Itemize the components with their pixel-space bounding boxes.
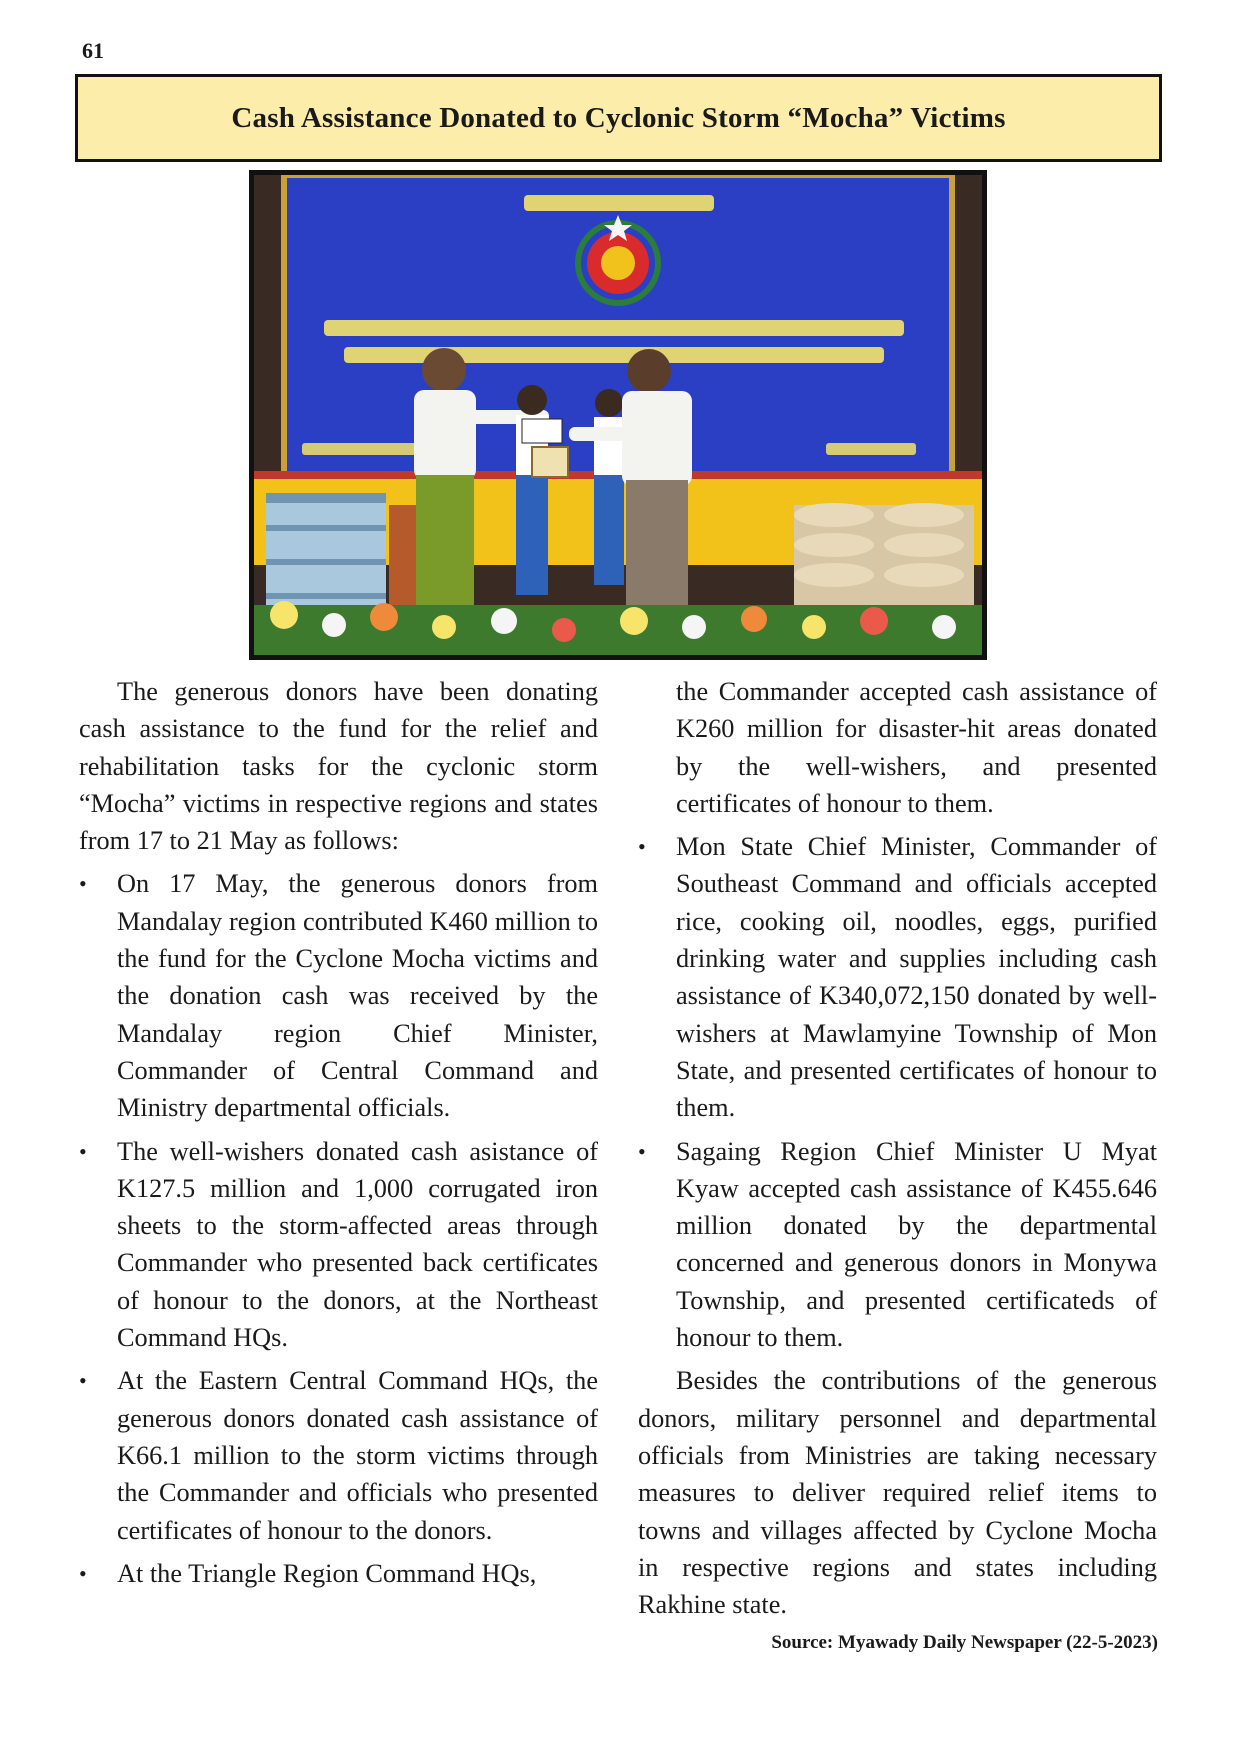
intro-paragraph: The generous donors have been donating cash assistance to the fund for the relief and rehabilitation tasks for the cyclonic storm “Mocha” victims in respective regions and states from 17 to 21 May as follows:	[79, 677, 598, 856]
bullet-list-right	[638, 673, 1157, 1356]
certificate-icon	[522, 419, 562, 443]
bullet-list-left	[79, 865, 598, 1592]
list-item: • On 17 May, the generous donors from Mandalay region contributed K460 million to the fund for the Cyclone Mocha victims and the donation cash was received by the Mandalay region Chief Minister, Commander of Central Command and Ministry departmental officials.	[79, 865, 598, 1126]
closing-paragraph: Besides the contributions of the generous donors, military personnel and departmental officials from Ministries are taking necessary measures to deliver required relief items to towns and villages affected by Cyclone Mocha in respective regions and states including Rakhine state.	[638, 1366, 1157, 1620]
list-item: • At the Triangle Region Command HQs,	[79, 1555, 598, 1592]
rice-sacks	[794, 503, 974, 615]
title-box	[75, 74, 1162, 162]
list-item: • The well-wishers donated cash asistance of K127.5 million and 1,000 corrugated iron sheets to the storm-affected areas through Commander who presented back certificates of honour to the donors, at the Northeast Command HQs.	[79, 1133, 598, 1357]
list-item: • At the Eastern Central Command HQs, the generous donors donated cash assistance of K66.1 million to the storm victims through the Commander and officials who presented certificates of honour to the donors.	[79, 1362, 598, 1548]
page-title: Cash Assistance Donated to Cyclonic Storm “Mocha” Victims	[231, 101, 1006, 134]
page-number: 61	[82, 38, 104, 63]
ceremony-photo	[249, 170, 987, 660]
column-left	[79, 673, 598, 1592]
ceremony-photo-illustration	[254, 175, 982, 655]
flowers-foreground	[254, 601, 982, 655]
source-credit: Source: Myawady Daily Newspaper (22-5-2023)	[771, 1632, 1158, 1653]
column-right	[638, 673, 1157, 1623]
list-item-continued: the Commander accepted cash assistance of K260 million for disaster-hit areas donated by the well-wishers, and presented certificates of honour to them.	[676, 677, 1157, 818]
list-item: • Sagaing Region Chief Minister U Myat Kyaw accepted cash assistance of K455.646 million donated by the departmental concerned and generous donors in Monywa Township, and presented certificateds of honour to them.	[638, 1133, 1157, 1357]
list-item: • Mon State Chief Minister, Commander of Southeast Command and officials accepted rice, cooking oil, noodles, eggs, purified drinking water and supplies including cash assistance of K340,072,150 donated by well-wishers at Mawlamyine Township of Mon State, and presented certificates of honour to them.	[638, 828, 1157, 1126]
